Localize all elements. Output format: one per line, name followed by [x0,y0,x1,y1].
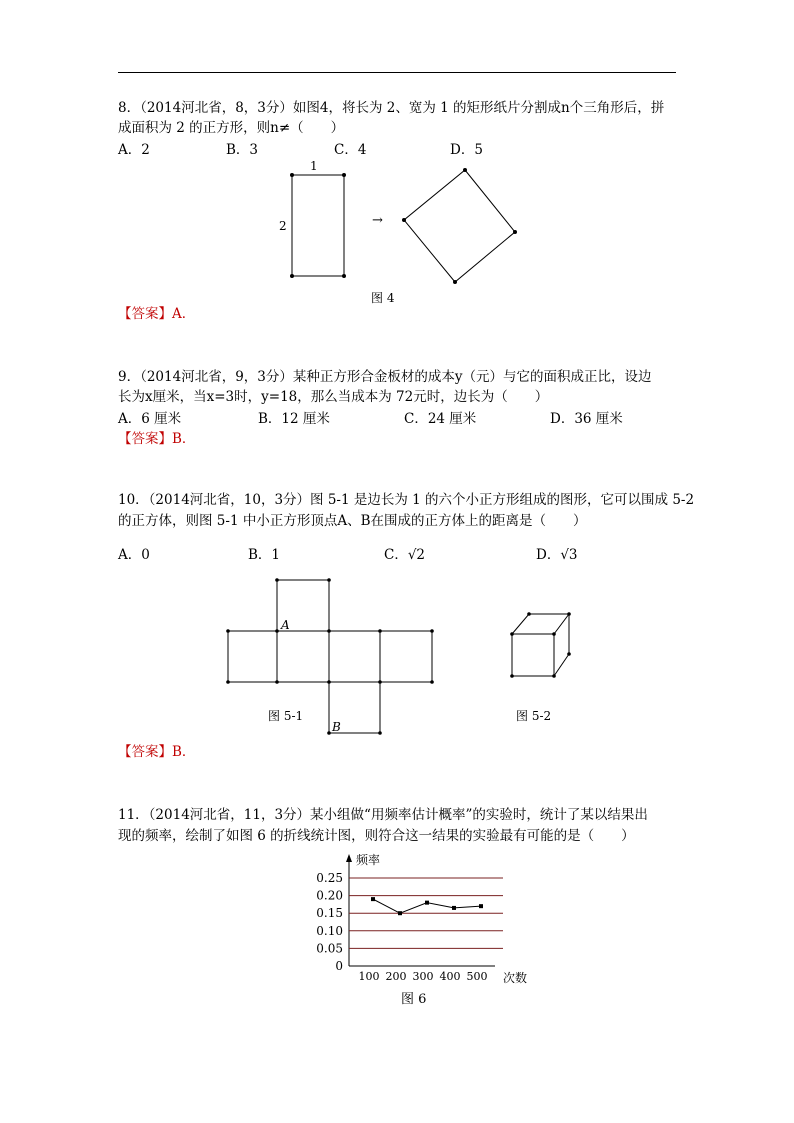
x-tick-label: 300 [412,970,434,983]
x-tick-label: 400 [439,970,461,983]
q9-option-d: D．36 厘米 [550,411,623,427]
q9-option-b: B．12 厘米 [258,411,330,427]
q9-option-c: C．24 厘米 [404,411,477,427]
figure-4-label-top: 1 [310,159,318,173]
q10-line2: 的正方体，则图 5-1 中小正方形顶点A、B在围成的正方体上的距离是（ ） [118,513,587,529]
q10-option-a: A．0 [118,547,150,563]
y-tick-label: 0.10 [316,923,343,938]
q8-line2: 成面积为 2 的正方形，则n≠（ ） [118,120,345,136]
figure-5-1-caption: 图 5-1 [268,709,304,723]
y-tick-label: 0.20 [316,888,343,903]
y-tick-label: 0.05 [316,941,343,956]
q8-option-a: A．2 [118,142,150,158]
figure-5-1-net [228,580,432,733]
q9-line1: 9．（2014河北省，9，3分）某种正方形合金板材的成本y（元）与它的面积成正比，设边 [118,369,652,385]
q8-option-d: D．5 [450,142,483,158]
data-point [452,906,456,910]
q10-option-c: C．√2 [384,547,426,563]
figure-4-rectangle [292,175,344,276]
q10-line1: 10．（2014河北省，10，3分）图 5-1 是边长为 1 的六个小正方形组成的图形，它可以围成 5-2 [118,492,695,508]
q8-answer-tag: 【答案】 [118,306,172,322]
figure-5-2-vertices [510,612,571,678]
y-tick-label: 0.15 [316,906,343,921]
figure-6-caption: 图 6 [401,992,427,1007]
q10-answer-text: B． [172,744,196,760]
figure-4-label-left: 2 [279,219,287,233]
figure-5-1-vertices [226,578,434,735]
x-axis-label: 次数 [503,971,528,985]
point-b-label: B [332,720,341,734]
q8-option-b: B．3 [226,142,259,158]
q8-line1: 8．（2014河北省，8，3分）如图4，将长为 2、宽为 1 的矩形纸片分割成n个三角形后，拼 [118,100,665,116]
x-tick-label: 200 [385,970,407,983]
point-a-label: A [281,618,290,632]
q8-answer [118,304,195,324]
q10-option-b: B．1 [248,547,281,563]
data-point [398,911,402,915]
data-point [425,901,429,905]
figure-4-square-vertices [402,168,517,284]
q10-answer [118,742,195,762]
y-axis-label: 频率 [356,853,381,867]
line-chart-figure-6 [316,852,527,985]
data-point [371,897,375,901]
y-tick-label: 0 [335,959,343,973]
q11-line1: 11．（2014河北省，11，3分）某小组做“用频率估计概率”的实验时，统计了某以结果出 [118,807,648,823]
q9-answer-tag: 【答案】 [118,431,172,447]
figure-4-rect-vertices [290,173,346,278]
x-tick-label: 100 [358,970,380,983]
q8-option-c: C．4 [334,142,367,158]
q8-answer-text: A． [172,306,196,322]
y-axis-arrow [346,854,352,862]
data-point [479,904,483,908]
figure-4-arrow: → [372,213,383,228]
q11-line2: 现的频率，绘制了如图 6 的折线统计图，则符合这一结果的实验最有可能的是（ ） [118,828,635,844]
q10-option-d: D．√3 [536,547,578,563]
q9-answer-text: B． [172,431,196,447]
q9-line2: 长为x厘米，当x=3时，y=18，那么当成本为 72元时，边长为（ ） [118,389,549,405]
figure-4-square [404,170,515,282]
x-tick-label: 500 [466,970,488,983]
q9-answer [118,429,195,449]
q9-option-a: A．6 厘米 [118,411,182,427]
figure-4-caption: 图 4 [371,291,395,305]
q10-answer-tag: 【答案】 [118,744,172,760]
y-tick-label: 0.25 [316,871,343,885]
figure-5-2-cube [512,614,569,676]
figure-5-2-caption: 图 5-2 [516,709,552,723]
